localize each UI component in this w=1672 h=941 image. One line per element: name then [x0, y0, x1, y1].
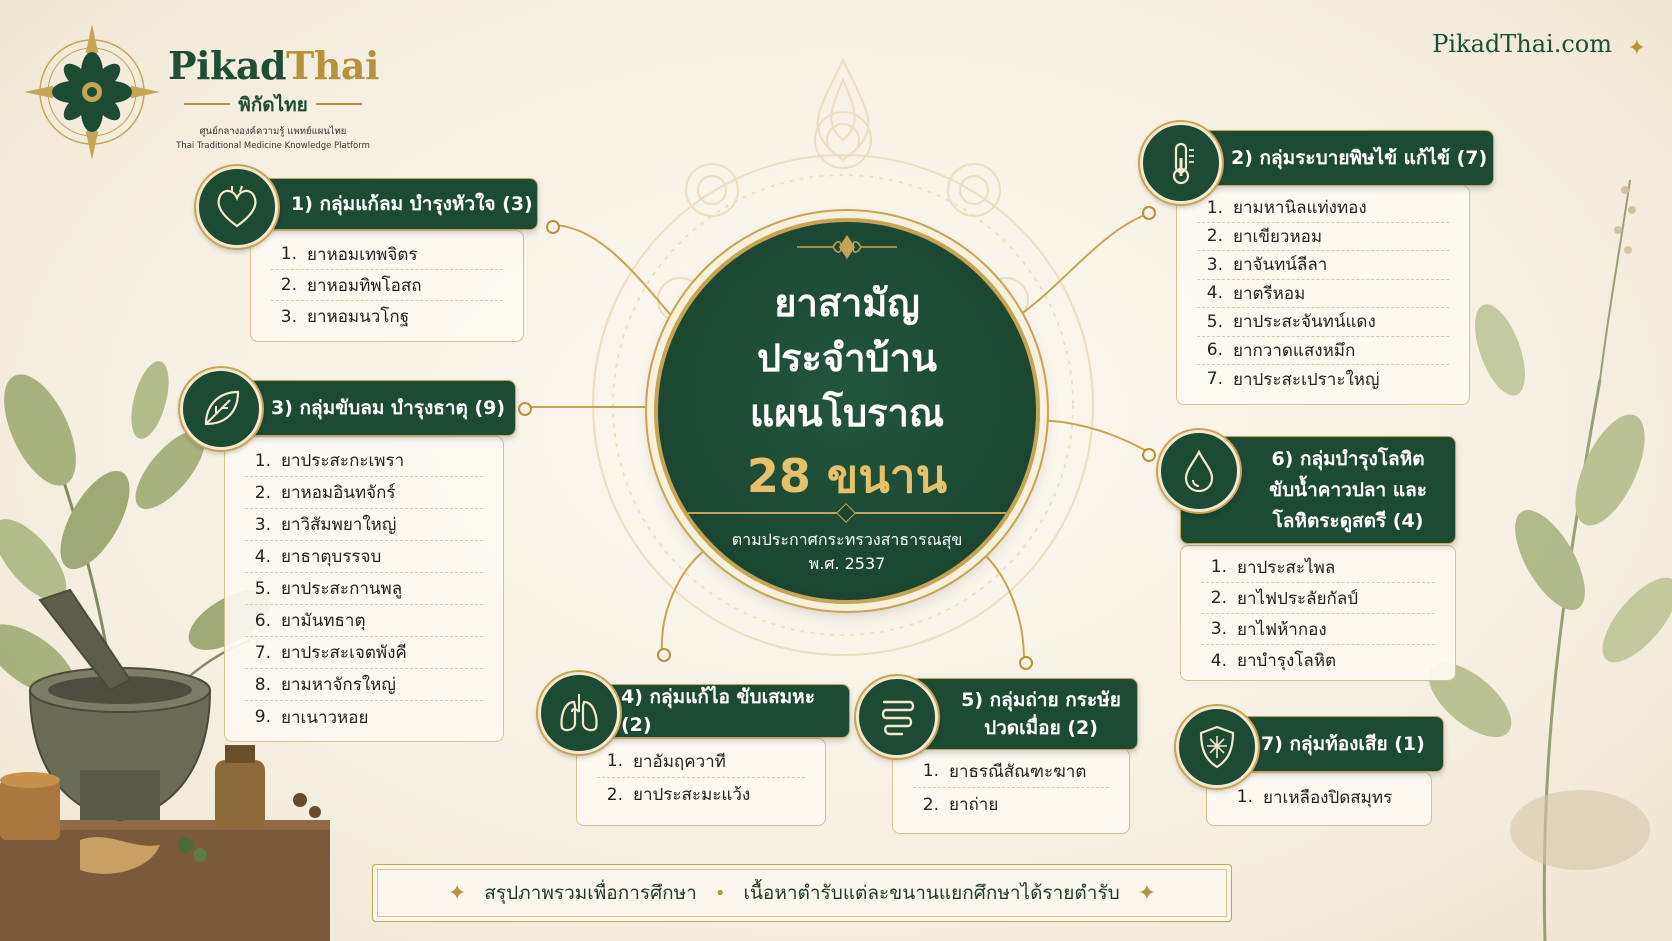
list-item: 2. ยาหอมอินทจักร์ [245, 477, 483, 509]
group-4-header[interactable] [580, 684, 850, 738]
list-item: 6. ยากวาดแสงหมึก [1197, 337, 1449, 366]
list-item: 2. ยาหอมทิพโอสถ [271, 270, 503, 301]
list-item: 3. ยาจันทน์ลีลา [1197, 251, 1449, 280]
central-title-circle [654, 218, 1040, 604]
list-item: 2. ยาเขียวหอม [1197, 223, 1449, 252]
group-3-title: 3) กลุ่มขับลม บำรุงธาตุ (9) [271, 397, 506, 419]
list-item: 6. ยามันทธาตุ [245, 605, 483, 637]
brand-tagline-en: Thai Traditional Medicine Knowledge Platform [176, 141, 370, 151]
brand-tagline-thai: ศูนย์กลางองค์ความรู้ แพทย์แผนไทย [199, 126, 347, 137]
list-item: 1. ยาอัมฤควาที [597, 745, 805, 778]
list-item: 3. ยาวิสัมพยาใหญ่ [245, 509, 483, 541]
footer-right-text: เนื้อหาตำรับแต่ละขนานแยกศึกษาได้รายตำรับ [743, 882, 1120, 904]
list-item: 1. ยาประสะกะเพรา [245, 445, 483, 477]
connector-dot [518, 402, 532, 416]
group-1-list [250, 230, 524, 342]
center-count: 28 ขนาน [746, 449, 948, 503]
list-item: 5. ยาประสะกานพลู [245, 573, 483, 605]
list-item: 1. ยาประสะไพล [1201, 552, 1435, 583]
drop-icon [1158, 430, 1240, 512]
list-item: 1. ยาเหลืองปิดสมุทร [1236, 787, 1393, 808]
center-subtitle: ตามประกาศกระทรวงสาธารณสุข พ.ศ. 2537 [731, 530, 963, 573]
list-item: 8. ยามหาจักรใหญ่ [245, 669, 483, 701]
group-1-header[interactable] [238, 178, 538, 230]
list-item: 3. ยาไฟห้ากอง [1201, 614, 1435, 645]
thermometer-icon [1140, 122, 1222, 204]
group-6-list [1180, 545, 1456, 681]
connector-dot [1142, 448, 1156, 462]
connector-dot [1142, 206, 1156, 220]
list-item: 3. ยาหอมนวโกฐ [280, 306, 410, 327]
list-item: 2. ยาประสะมะแว้ง [606, 784, 751, 805]
lungs-icon [538, 672, 620, 754]
brand-name-thai: พิกัดไทย [238, 94, 308, 116]
group-1-title: 1) กลุ่มแก้ลม บำรุงหัวใจ (3) [291, 193, 533, 215]
group-5-title: 5) กลุ่มถ่าย กระษัย ปวดเมื่อย (2) [961, 689, 1121, 739]
intestine-icon [856, 676, 938, 758]
list-item: 4. ยาธาตุบรรจบ [245, 541, 483, 573]
list-item: 1. ยาหอมเทพจิตร [271, 239, 503, 270]
list-item: 4. ยาตรีหอม [1197, 280, 1449, 309]
connector-dot [1019, 656, 1033, 670]
group-7-title: 7) กลุ่มท้องเสีย (1) [1261, 733, 1425, 755]
center-title: ยาสามัญ ประจำบ้าน แผนโบราณ [749, 281, 945, 435]
connector-dot [657, 648, 671, 662]
group-3-list [224, 436, 504, 742]
bullet-icon: • [714, 882, 726, 904]
brand-name: PikadThai [168, 43, 379, 88]
ornament-icon [797, 232, 897, 262]
list-item: 1. ยามหานิลแท่งทอง [1197, 194, 1449, 223]
sparkle-icon: ✦ [1627, 36, 1646, 61]
sparkle-icon: ✦ [1137, 880, 1157, 906]
connector-dot [546, 220, 560, 234]
group-2-list [1176, 185, 1470, 405]
group-4-list [576, 738, 826, 826]
group-4-title: 4) กลุ่มแก้ไอ ขับเสมหะ (2) [621, 686, 815, 736]
sparkle-icon: ✦ [447, 880, 467, 906]
list-item: 2. ยาไฟประลัยกัลป์ [1201, 583, 1435, 614]
group-6-title: 6) กลุ่มบำรุงโลหิต ขับน้ำคาวปลา และ โลหิตระดูสตรี (4) [1269, 447, 1427, 532]
list-item: 2. ยาถ่าย [922, 794, 999, 815]
brand-logo [22, 22, 162, 162]
brand-block [168, 44, 378, 151]
shield-icon [1176, 706, 1258, 788]
group-3-header[interactable] [220, 380, 516, 436]
list-item: 5. ยาประสะจันทน์แดง [1197, 308, 1449, 337]
group-5-list [892, 748, 1130, 834]
leaf-icon [180, 368, 262, 450]
list-item: 9. ยาเนาวหอย [254, 707, 369, 728]
list-item: 4. ยาบำรุงโลหิต [1210, 650, 1337, 671]
list-item: 1. ยาธรณีสัณฑะฆาต [913, 755, 1109, 788]
site-url[interactable]: PikadThai.com [1432, 30, 1612, 58]
footer-left-text: สรุปภาพรวมเพื่อการศึกษา [484, 882, 697, 904]
heart-icon [196, 166, 278, 248]
list-item: 7. ยาประสะเจตพังคี [245, 637, 483, 669]
list-item: 7. ยาประสะเปราะใหญ่ [1206, 369, 1380, 390]
footer-banner [372, 864, 1232, 922]
group-2-title: 2) กลุ่มระบายพิษไข้ แก้ไข้ (7) [1231, 147, 1488, 169]
